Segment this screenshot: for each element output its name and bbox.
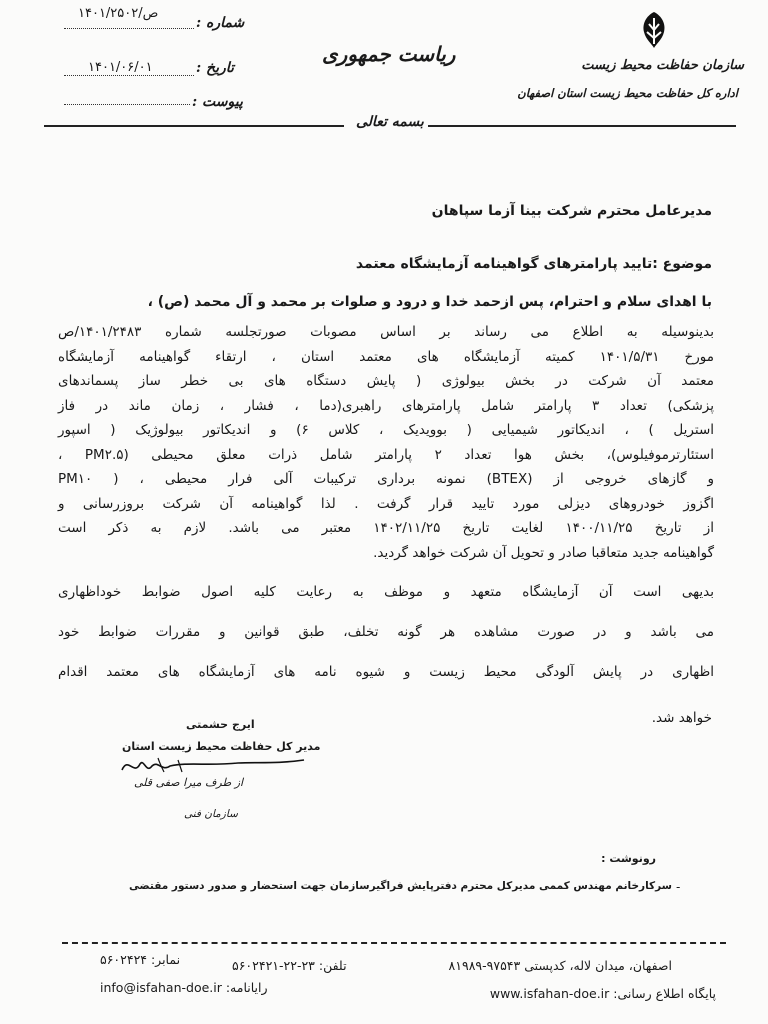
footer-fax: نمابر: ۵۶۰۲۴۲۴ (100, 952, 181, 967)
signer-title: مدیر کل حفاظت محیط زیست استان (122, 740, 321, 753)
number-dots (64, 28, 194, 29)
cc-label: رونوشت : (601, 852, 656, 865)
signature-block (100, 716, 340, 826)
doe-logo-icon (638, 10, 670, 50)
recipient: مدیرعامل محترم شرکت بینا آزما سپاهان (431, 203, 712, 219)
org-name: سازمان حفاظت محیط زیست (581, 58, 744, 73)
footer-phone: تلفن: ۲۳-۲۲-۵۶۰۲۴۲۱ (232, 958, 347, 973)
bismillah: بسمه تعالی (356, 114, 424, 130)
footer-rule (62, 942, 726, 944)
footer-email: رایانامه: info@isfahan-doe.ir (100, 980, 268, 995)
para2-line: می باشد و در صورت مشاهده هر گونه تخلف، طبق قوانین و مقررات ضوابط خود (58, 624, 714, 640)
body-line: بدینوسیله به اطلاع می رساند بر اساس مصوبات صورتجلسه شماره ۱۴۰۱/۲۴۸۳/ص (58, 324, 714, 340)
body-line: PM۱۰ ) ، نمونه برداری ترکیبات آلی فرار محیطی (BTEX) و گازهای خروجی از (58, 471, 715, 487)
signer-name: ایرج حشمتی (186, 718, 255, 731)
header-rule-right (428, 125, 736, 127)
number-label: شماره : (196, 15, 245, 31)
header-rule-left (44, 125, 344, 127)
body-line: اگزوز خودروهای دیزلی مورد تایید قرار گرفت . لذا گواهینامه آن شرکت بروزرسانی و (58, 495, 714, 512)
header (0, 0, 768, 140)
secondary-note: سازمان فنی (184, 808, 238, 820)
org-department: اداره کل حفاظت محیط زیست استان اصفهان (517, 86, 738, 100)
closing: خواهد شد. (651, 710, 712, 726)
footer-address: اصفهان، میدان لاله، کدپستی ۹۷۵۴۳-۸۱۹۸۹ (448, 958, 672, 973)
date-label: تاریخ : (196, 60, 234, 76)
subject: موضوع :تایید پارامترهای گواهینامه آزمایشگاه معتمد (355, 256, 712, 272)
body-line: مورخ ۱۴۰۱/۵/۳۱ کمیته آزمایشگاه های معتمد استان ، ارتقاء گواهینامه آزمایشگاه (58, 348, 715, 365)
center-title: ریاست جمهوری (322, 42, 456, 66)
paragraph-2 (58, 582, 714, 702)
attachment-dots (64, 104, 190, 105)
para2-line: بدیهی است آن آزمایشگاه متعهد و موظف به رعایت کلیه اصول ضوابط خوداظهاری (58, 584, 714, 600)
body-line: معتمد آن شرکت در بخش بیولوژی ( پایش دستگاه های بی خطر ساز پسماندهای (58, 373, 714, 389)
body-line: پزشکی) تعداد ۳ پارامتر شامل پارامترهای راهبری(دما ، فشار ، زمان ماند در فاز (58, 397, 714, 414)
body-line: از تاریخ ۱۴۰۰/۱۱/۲۵ لغایت تاریخ ۱۴۰۲/۱۱/۲۵ معتبر می باشد. لازم به ذکر است (58, 520, 714, 536)
footer-portal: پایگاه اطلاع رسانی: www.isfahan-doe.ir (489, 986, 716, 1001)
date-value: ۱۴۰۱/۰۶/۰۱ (88, 60, 153, 75)
body-line: استریل ) ، اندیکاتور شیمیایی ( بوویدیک ، کلاس ۶) و اندیکاتور بیولوژیک ( اسپور (58, 422, 715, 438)
para2-line: اظهاری در پایش آلودگی محیط زیست و شیوه نامه های آزمایشگاه های معتمد اقدام (58, 664, 714, 680)
on-behalf: از طرف میرا صفی قلی (134, 776, 244, 789)
attachment-label: پیوست : (192, 94, 243, 110)
number-value: ۱۴۰۱/۲۵۰۲/ص (78, 6, 159, 21)
cc-bullet: - (676, 880, 681, 894)
body-line: استئارترموفیلوس)، بخش هوا تعداد ۲ پارامتر شامل ذرات معلق محیطی (PM۲.۵ ، (58, 446, 714, 463)
body-line: گواهینامه جدید متعاقبا صادر و تحویل آن شرکت خواهد گردید. (373, 544, 714, 561)
date-dots (64, 75, 194, 76)
cc-line: سرکارخانم مهندس کممی مدیرکل محترم دفترپایش فراگیرسازمان جهت استحضار و صدور دستور مقتضی (128, 880, 672, 892)
body-paragraph (58, 322, 714, 567)
greeting: با اهدای سلام و احترام، پس ازحمد خدا و درود و صلوات بر محمد و آل محمد (ص) ، (147, 294, 712, 310)
